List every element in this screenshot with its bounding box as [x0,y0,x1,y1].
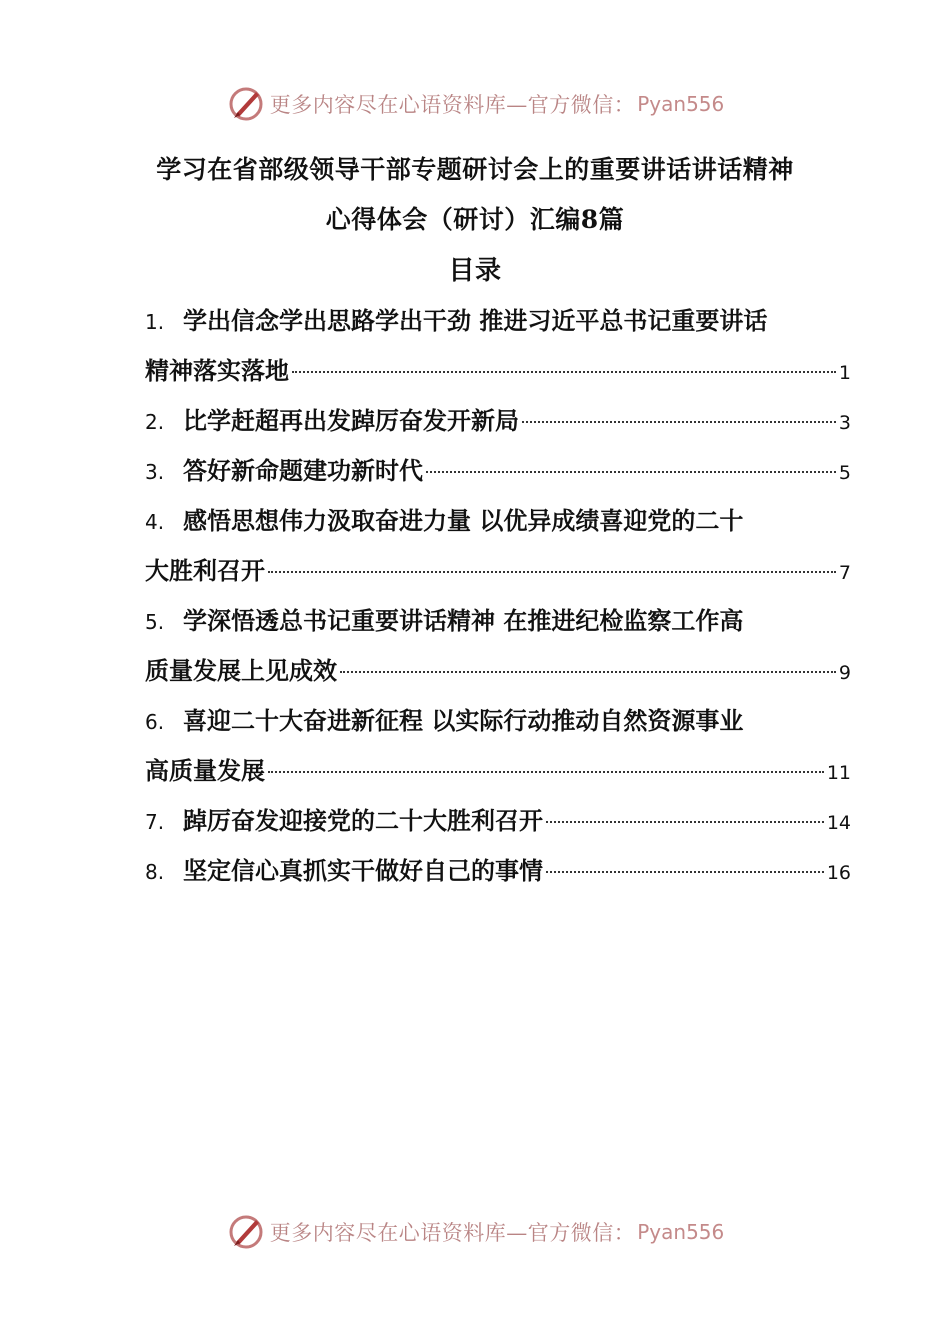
toc-entry-title-cont: 高质量发展 [145,756,265,785]
toc-entry-title: 学深悟透总书记重要讲话精神 在推进纪检监察工作高 [183,606,744,635]
dot-leader [546,871,824,873]
toc-entry-title: 踔厉奋发迎接党的二十大胜利召开 [183,806,543,835]
toc-heading: 目录 [448,256,502,286]
toc-entry-1[interactable] [145,296,851,396]
toc-entry-5[interactable] [145,596,851,696]
toc-page-number: 1 [838,362,851,384]
toc-entry-8[interactable] [145,846,851,896]
toc-page-number: 11 [826,762,851,784]
toc-page-number: 16 [826,862,851,884]
watermark-text: 更多内容尽在心语资料库—官方微信： [269,93,636,117]
toc-entry-4[interactable] [145,496,851,596]
toc-page-number: 14 [826,812,851,834]
toc-entry-3[interactable] [145,446,851,496]
toc-entry-title-cont: 质量发展上见成效 [145,656,337,685]
dot-leader [426,471,836,473]
toc-entry-2[interactable] [145,396,851,446]
watermark-footer [0,1212,950,1252]
toc-entry-number: 7. [145,810,165,834]
table-of-contents [145,296,851,896]
dot-leader [546,821,824,823]
toc-entry-title: 喜迎二十大奋进新征程 以实际行动推动自然资源事业 [183,706,744,735]
toc-entry-number: 8. [145,860,165,884]
toc-entry-number: 5. [145,610,165,634]
toc-entry-title: 比学赶超再出发踔厉奋发开新局 [183,406,519,435]
watermark-id: Pyan556 [637,1220,725,1244]
toc-entry-number: 2. [145,410,165,434]
toc-entry-number: 4. [145,510,165,534]
toc-page-number: 5 [838,462,851,484]
toc-entry-number: 1. [145,310,165,334]
toc-entry-title: 坚定信心真抓实干做好自己的事情 [183,856,543,885]
dot-leader [340,671,836,673]
toc-entry-title: 学出信念学出思路学出干劲 推进习近平总书记重要讲话 [183,306,768,335]
toc-entry-title-cont: 精神落实落地 [145,356,289,385]
dot-leader [292,371,836,373]
toc-entry-6[interactable] [145,696,851,796]
dot-leader [522,421,836,423]
watermark-text: 更多内容尽在心语资料库—官方微信： [269,1221,636,1245]
toc-page-number: 3 [838,412,851,434]
document-title-line2: 心得体会（研讨）汇编8篇 [325,205,625,234]
toc-page-number: 9 [838,662,851,684]
pen-logo-icon [226,1212,266,1252]
dot-leader [268,571,836,573]
watermark-id: Pyan556 [637,92,725,116]
toc-entry-number: 6. [145,710,165,734]
toc-entry-number: 3. [145,460,165,484]
toc-entry-7[interactable] [145,796,851,846]
toc-page-number: 7 [838,562,851,584]
document-title-line1: 学习在省部级领导干部专题研讨会上的重要讲话讲话精神 [156,155,794,184]
toc-entry-title: 答好新命题建功新时代 [183,456,423,485]
toc-entry-title-cont: 大胜利召开 [145,556,265,585]
pen-logo-icon [226,84,266,124]
watermark-header [0,84,950,124]
toc-entry-title: 感悟思想伟力汲取奋进力量 以优异成绩喜迎党的二十 [183,506,744,535]
dot-leader [268,771,824,773]
